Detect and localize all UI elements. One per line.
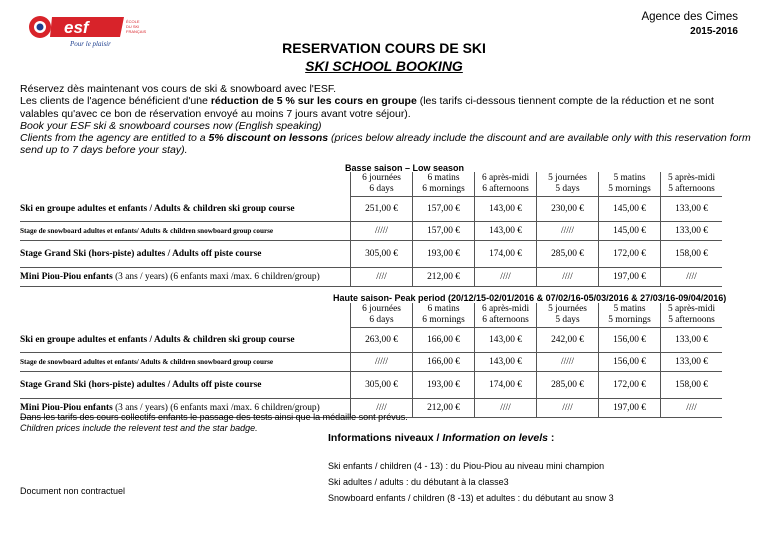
- column-header-en: 5 mornings: [608, 315, 651, 325]
- column-header-en: 6 mornings: [422, 315, 465, 325]
- column-header-fr: 5 matins: [613, 304, 646, 314]
- column-header: [475, 303, 537, 328]
- agency-name: Agence des Cimes: [641, 11, 738, 23]
- children-note-fr: Dans les tarifs des cours collectifs enfants le passage des tests ainsi que la médaille sont prévus.: [20, 412, 408, 422]
- price-cell: 285,00 €: [537, 240, 599, 267]
- row-label: Ski en groupe adultes et enfants / Adults & children ski group course: [20, 197, 351, 222]
- column-header: [661, 172, 723, 197]
- price-cell: ////: [351, 267, 413, 286]
- table-row: [20, 328, 722, 353]
- row-label: Stage Grand Ski (hors-piste) adultes / Adults off piste course: [20, 240, 351, 267]
- row-label: Stage de snowboard adultes et enfants/ Adults & children snowboard group course: [20, 352, 351, 371]
- price-cell: 156,00 €: [599, 352, 661, 371]
- price-cell: 145,00 €: [599, 197, 661, 222]
- table-header-row: [20, 172, 722, 197]
- price-cell: ////: [475, 398, 537, 417]
- price-cell: ////: [351, 398, 413, 417]
- price-cell: 172,00 €: [599, 371, 661, 398]
- column-header: [351, 172, 413, 197]
- price-cell: 158,00 €: [661, 240, 723, 267]
- column-header: [537, 172, 599, 197]
- svg-text:Pour le plaisir: Pour le plaisir: [70, 40, 111, 48]
- row-label-bold: Mini Piou-Piou enfants: [20, 271, 113, 282]
- low-season-table: [20, 172, 722, 287]
- table-row: [20, 221, 722, 240]
- row-label: [20, 267, 351, 286]
- price-cell: 305,00 €: [351, 371, 413, 398]
- intro-text: [20, 83, 755, 157]
- svg-text:ÉCOLE: ÉCOLE: [126, 19, 140, 24]
- row-label: Ski en groupe adultes et enfants / Adults & children ski group course: [20, 328, 351, 353]
- column-header-fr: 6 après-midi: [481, 173, 530, 183]
- column-header: [475, 172, 537, 197]
- price-cell: 145,00 €: [599, 221, 661, 240]
- high-season-label: Haute saison- Peak period (20/12/15-02/01/2016 & 07/02/16-05/03/2016 & 27/03/16-09/04/2016): [333, 293, 727, 303]
- price-cell: 193,00 €: [413, 240, 475, 267]
- price-cell: 230,00 €: [537, 197, 599, 222]
- children-note-en: Children prices include the relevent test and the star badge.: [20, 423, 258, 433]
- row-label-bold: Mini Piou-Piou enfants: [20, 402, 113, 413]
- price-cell: 197,00 €: [599, 398, 661, 417]
- price-cell: 174,00 €: [475, 371, 537, 398]
- column-header-fr: 5 après-midi: [667, 173, 716, 183]
- column-header-fr: 5 matins: [613, 173, 646, 183]
- row-label: Stage Grand Ski (hors-piste) adultes / Adults off piste course: [20, 371, 351, 398]
- column-header: [599, 303, 661, 328]
- low-season-label: Basse saison – Low season: [345, 163, 465, 173]
- column-header-en: 6 afternoons: [482, 315, 529, 325]
- table-header-row: [20, 303, 722, 328]
- price-cell: /////: [537, 221, 599, 240]
- price-cell: 156,00 €: [599, 328, 661, 353]
- price-cell: ////: [537, 398, 599, 417]
- column-header: [413, 303, 475, 328]
- column-header: [413, 172, 475, 197]
- price-cell: ////: [661, 398, 723, 417]
- column-header-fr: 6 matins: [427, 173, 460, 183]
- column-header-fr: 5 journées: [548, 173, 587, 183]
- column-header-en: 6 days: [369, 315, 394, 325]
- price-cell: ////: [475, 267, 537, 286]
- column-header-fr: 5 après-midi: [667, 304, 716, 314]
- row-label-rest: (3 ans / years) (6 enfants maxi /max. 6 children/group): [112, 402, 320, 413]
- price-cell: 305,00 €: [351, 240, 413, 267]
- intro-line-2: Les clients de l'agence bénéficient d'une réduction de 5 % sur les cours en groupe (les tarifs ci-dessous tiennent compte de la réduction et ne sont valables qu'avec ce bon de réservation envoyé au moins 7 jours avant votre séjour).: [20, 95, 714, 120]
- price-cell: ////: [537, 267, 599, 286]
- level-line: Snowboard enfants / children (8 -13) et adultes : du débutant au snow 3: [328, 493, 614, 503]
- column-header: [351, 303, 413, 328]
- intro-line-4: Clients from the agency are entitled to a 5% discount on lessons (prices below already include the discount and are available only with this reservation form send up to 7 days before your stay).: [20, 132, 751, 157]
- price-cell: 143,00 €: [475, 352, 537, 371]
- column-header-fr: 6 journées: [362, 173, 401, 183]
- column-header-en: 5 afternoons: [668, 184, 715, 194]
- column-header-en: 6 days: [369, 184, 394, 194]
- price-cell: ////: [661, 267, 723, 286]
- disclaimer: Document non contractuel: [20, 486, 126, 496]
- level-line: Ski adultes / adults : du débutant à la classe3: [328, 477, 509, 487]
- level-line: Ski enfants / children (4 - 13) : du Piou-Piou au niveau mini champion: [328, 461, 605, 471]
- page-subtitle: SKI SCHOOL BOOKING: [305, 58, 463, 74]
- table-row: [20, 267, 722, 286]
- levels-list: [328, 458, 614, 506]
- price-cell: /////: [537, 352, 599, 371]
- price-cell: 251,00 €: [351, 197, 413, 222]
- table-row: [20, 240, 722, 267]
- price-cell: 133,00 €: [661, 328, 723, 353]
- column-header-fr: 6 matins: [427, 304, 460, 314]
- column-header-en: 5 afternoons: [668, 315, 715, 325]
- price-cell: 157,00 €: [413, 197, 475, 222]
- price-cell: 133,00 €: [661, 221, 723, 240]
- price-cell: 166,00 €: [413, 328, 475, 353]
- column-header: [537, 303, 599, 328]
- price-cell: 143,00 €: [475, 328, 537, 353]
- price-cell: 263,00 €: [351, 328, 413, 353]
- row-label-rest: (3 ans / years) (6 enfants maxi /max. 6 children/group): [112, 271, 320, 282]
- price-cell: 193,00 €: [413, 371, 475, 398]
- price-cell: 158,00 €: [661, 371, 723, 398]
- price-cell: 166,00 €: [413, 352, 475, 371]
- price-cell: 143,00 €: [475, 221, 537, 240]
- price-cell: 133,00 €: [661, 352, 723, 371]
- column-header-en: 6 afternoons: [482, 184, 529, 194]
- column-header-fr: 6 journées: [362, 304, 401, 314]
- price-cell: 285,00 €: [537, 371, 599, 398]
- svg-text:esf: esf: [64, 18, 89, 37]
- column-header-en: 5 mornings: [608, 184, 651, 194]
- table-row: [20, 371, 722, 398]
- column-header-en: 5 days: [555, 184, 580, 194]
- price-cell: 157,00 €: [413, 221, 475, 240]
- table-row: [20, 197, 722, 222]
- intro-line-1: Réservez dès maintenant vos cours de ski & snowboard avec l'ESF.: [20, 83, 336, 95]
- column-header-en: 5 days: [555, 315, 580, 325]
- column-header-en: 6 mornings: [422, 184, 465, 194]
- season-years: 2015-2016: [690, 26, 738, 37]
- column-header-fr: 5 journées: [548, 304, 587, 314]
- page-title: RESERVATION COURS DE SKI: [282, 40, 486, 56]
- price-cell: /////: [351, 352, 413, 371]
- price-cell: 212,00 €: [413, 267, 475, 286]
- price-cell: 172,00 €: [599, 240, 661, 267]
- price-cell: 242,00 €: [537, 328, 599, 353]
- price-cell: 212,00 €: [413, 398, 475, 417]
- price-cell: 143,00 €: [475, 197, 537, 222]
- table-row: [20, 352, 722, 371]
- row-label: Stage de snowboard adultes et enfants/ Adults & children snowboard group course: [20, 221, 351, 240]
- price-cell: 197,00 €: [599, 267, 661, 286]
- column-header: [599, 172, 661, 197]
- svg-text:DU SKI: DU SKI: [126, 24, 140, 29]
- header-blank-cell: [20, 303, 351, 328]
- levels-title: Informations niveaux / Information on levels :: [328, 432, 555, 444]
- svg-text:FRANÇAIS: FRANÇAIS: [126, 29, 146, 34]
- price-cell: 174,00 €: [475, 240, 537, 267]
- column-header-fr: 6 après-midi: [481, 304, 530, 314]
- column-header: [661, 303, 723, 328]
- high-season-table: [20, 303, 722, 418]
- intro-line-3: Book your ESF ski & snowboard courses now (English speaking): [20, 119, 322, 132]
- price-cell: 133,00 €: [661, 197, 723, 222]
- header-blank-cell: [20, 172, 351, 197]
- price-cell: /////: [351, 221, 413, 240]
